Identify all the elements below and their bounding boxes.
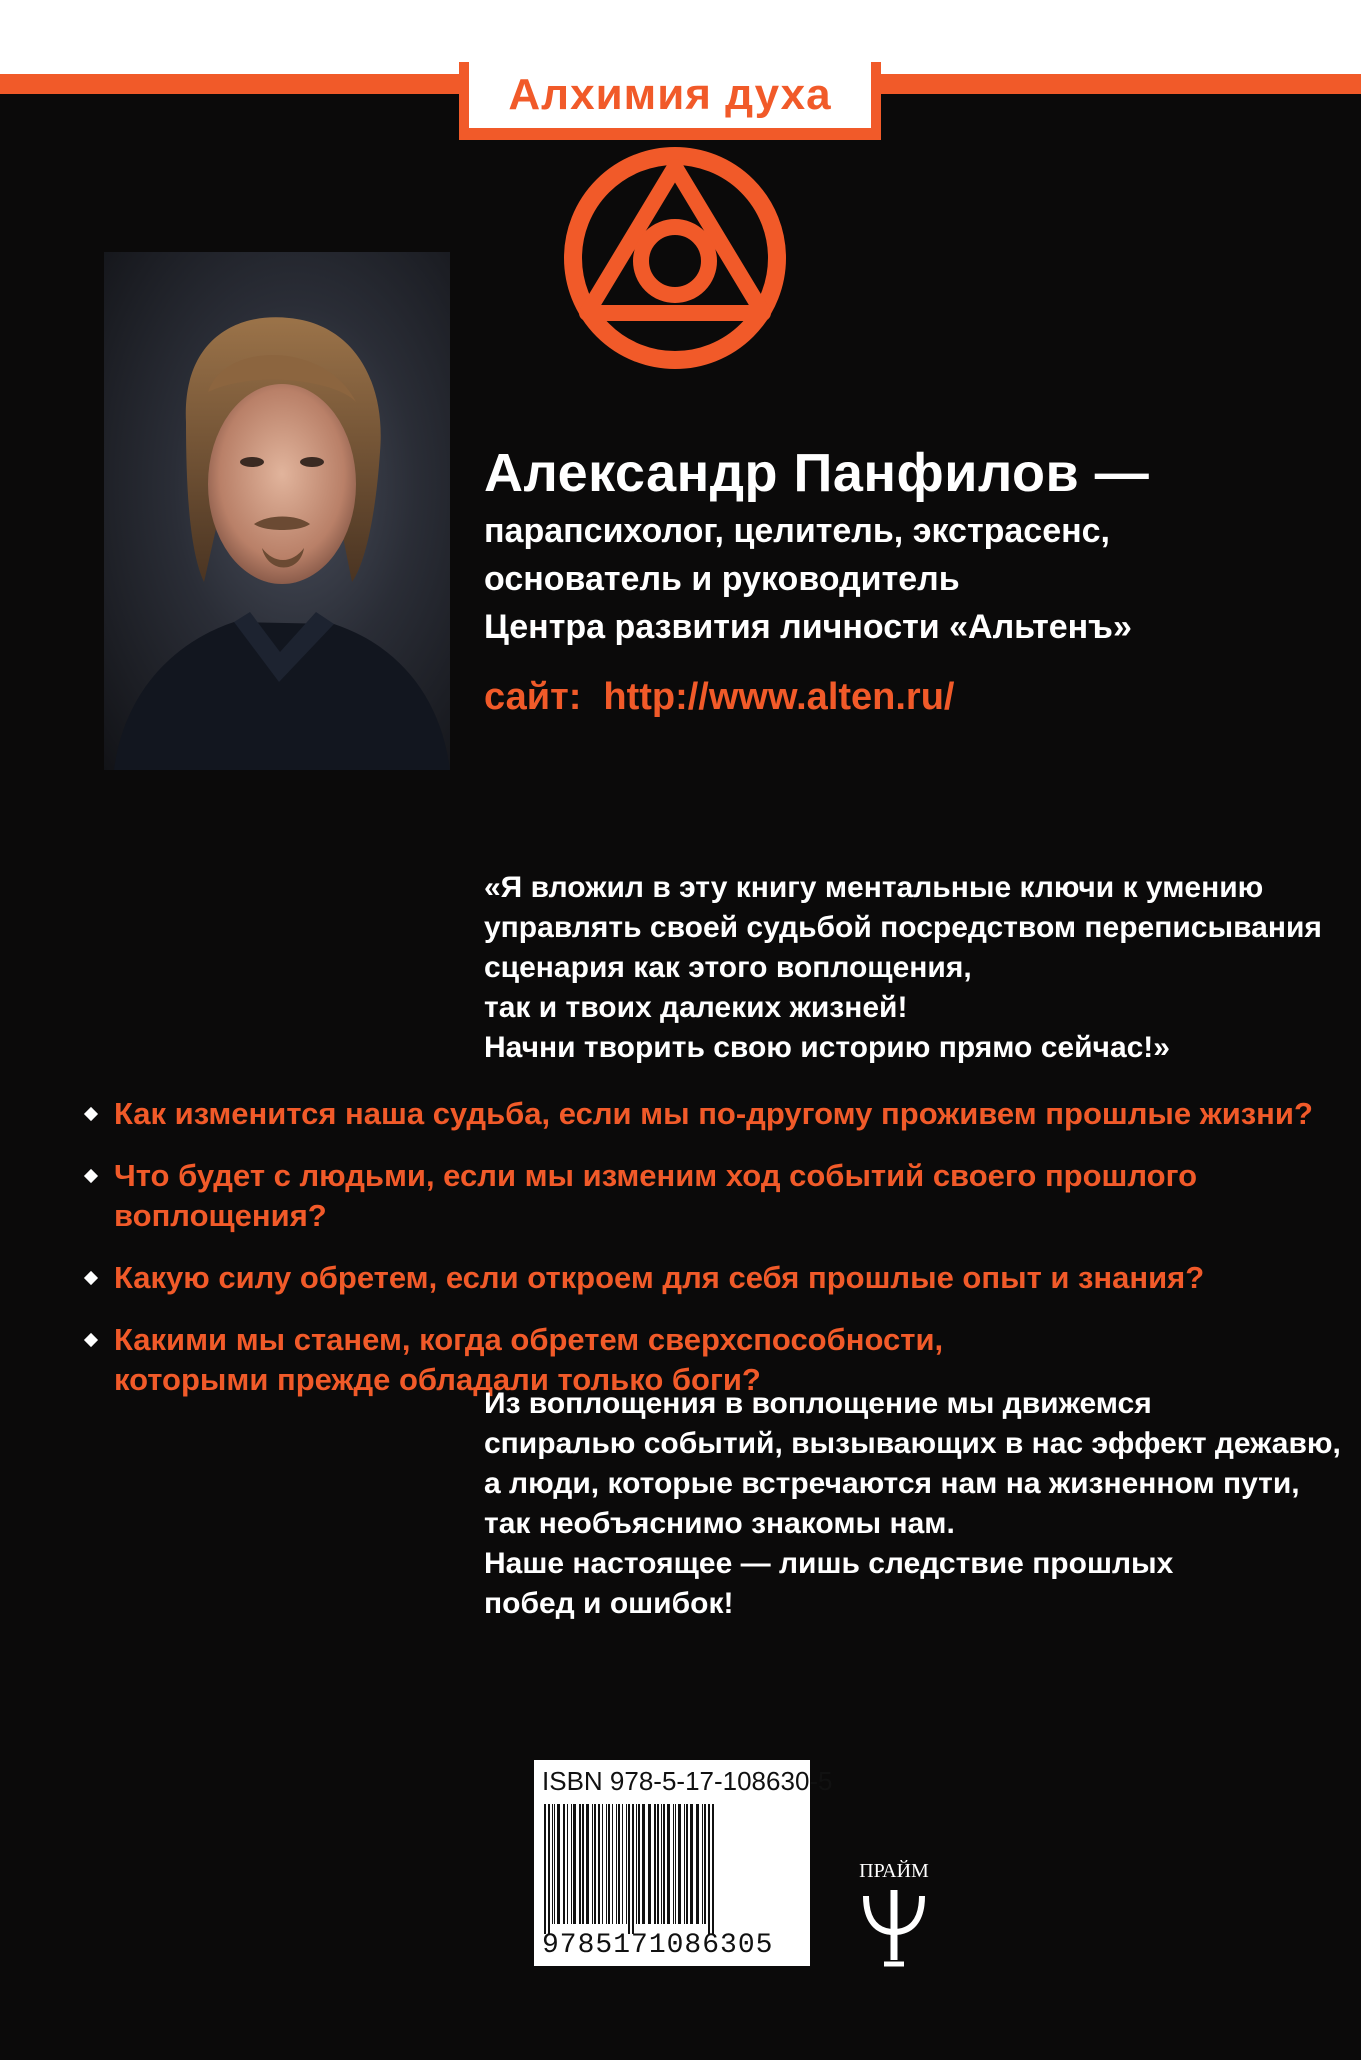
barcode-bar — [626, 1804, 627, 1924]
book-description — [484, 1384, 1341, 1624]
barcode-bar — [628, 1804, 630, 1934]
list-item — [86, 1258, 1346, 1298]
barcode-bar — [642, 1804, 645, 1924]
publisher-logo — [852, 1860, 936, 1970]
barcode-bar — [663, 1804, 665, 1924]
barcode-bars-icon — [542, 1804, 802, 1934]
barcode-bar — [661, 1804, 662, 1924]
barcode-bar — [632, 1804, 634, 1934]
barcode-bar — [612, 1804, 613, 1924]
psi-icon — [860, 1888, 928, 1968]
question-list — [86, 1094, 1346, 1422]
barcode-bar — [552, 1804, 553, 1924]
author-quote — [484, 868, 1322, 1068]
quote-line: «Я вложил в эту книгу ментальные ключи к умению — [484, 871, 1264, 904]
barcode-bar — [567, 1804, 568, 1924]
barcode-bar — [557, 1804, 560, 1924]
barcode-bar — [675, 1804, 676, 1924]
barcode-bar — [598, 1804, 600, 1924]
barcode-bar — [616, 1804, 617, 1924]
barcode-bar — [563, 1804, 565, 1924]
series-title: Алхимия духа — [469, 62, 871, 128]
barcode-bar — [554, 1804, 555, 1924]
barcode-bar — [608, 1804, 610, 1924]
author-title-line: основатель и руководитель — [484, 560, 960, 598]
alchemy-emblem-icon — [560, 143, 790, 373]
description-line: Из воплощения в воплощение мы движемся — [484, 1387, 1152, 1420]
description-line: побед и ошибок! — [484, 1587, 734, 1620]
barcode-bar — [684, 1804, 685, 1924]
question-text: Что будет с людьми, если мы изменим ход событий своего прошлого воплощения? — [114, 1158, 1198, 1233]
author-name: Александр Панфилов — — [484, 443, 1150, 503]
site-link[interactable]: http://www.alten.ru/ — [603, 676, 955, 718]
barcode-bar — [579, 1804, 581, 1924]
barcode-bar — [638, 1804, 640, 1924]
isbn-barcode — [534, 1760, 833, 1966]
barcode-bar — [548, 1804, 550, 1934]
barcode-bar — [582, 1804, 584, 1924]
barcode-bar — [696, 1804, 699, 1924]
author-photo — [104, 252, 450, 770]
series-label-frame — [459, 62, 881, 140]
diamond-bullet-icon — [84, 1169, 98, 1183]
description-line: спиралью событий, вызывающих в нас эффект дежавю, — [484, 1427, 1341, 1460]
author-site — [484, 676, 955, 719]
publisher-name: ПРАЙМ — [859, 1860, 929, 1882]
list-item — [86, 1156, 1346, 1236]
question-text: Как изменится наша судьба, если мы по-другому проживем прошлые жизни? — [114, 1096, 1313, 1131]
quote-line: Начни творить свою историю прямо сейчас!» — [484, 1031, 1170, 1064]
isbn-number: ISBN 978-5-17-108630-5 — [542, 1766, 833, 1796]
description-line: Наше настоящее — лишь следствие прошлых — [484, 1547, 1174, 1580]
barcode-bar — [648, 1804, 651, 1924]
barcode-bar — [678, 1804, 681, 1924]
barcode-bar — [573, 1804, 576, 1924]
barcode-bar — [544, 1804, 546, 1934]
quote-line: сценария как этого воплощения, — [484, 951, 972, 984]
diamond-bullet-icon — [84, 1333, 98, 1347]
barcode-bar — [571, 1804, 572, 1924]
barcode-bar — [673, 1804, 674, 1924]
barcode-bar — [667, 1804, 670, 1924]
diamond-bullet-icon — [84, 1271, 98, 1285]
ean-digits: 9785171086305 — [542, 1930, 774, 1961]
barcode-bar — [586, 1804, 589, 1924]
barcode-bar — [654, 1804, 656, 1924]
barcode-bar — [622, 1804, 623, 1924]
description-line: так необъяснимо знакомы нам. — [484, 1507, 955, 1540]
barcode-bar — [618, 1804, 620, 1924]
question-text: Какую силу обретем, если откроем для себя прошлые опыт и знания? — [114, 1260, 1205, 1295]
site-label: сайт: — [484, 676, 582, 718]
quote-line: так и твоих далеких жизней! — [484, 991, 908, 1024]
barcode-bar — [690, 1804, 693, 1924]
barcode-bar — [708, 1804, 710, 1934]
barcode-bar — [704, 1804, 706, 1924]
barcode-bar — [592, 1804, 593, 1924]
author-title-line: Центра развития личности «Альтенъ» — [484, 608, 1132, 646]
author-title-line: парапсихолог, целитель, экстрасенс, — [484, 512, 1110, 550]
barcode-bar — [702, 1804, 703, 1924]
diamond-bullet-icon — [84, 1107, 98, 1121]
barcode-bar — [594, 1804, 596, 1924]
quote-line: управлять своей судьбой посредством переписывания — [484, 911, 1322, 944]
barcode-bar — [712, 1804, 714, 1934]
barcode-bar — [686, 1804, 688, 1924]
question-text: Какими мы станем, когда обретем сверхспособности, которыми прежде обладали только боги? — [114, 1322, 944, 1397]
barcode-bar — [602, 1804, 603, 1924]
barcode-bar — [606, 1804, 607, 1924]
barcode-bar — [657, 1804, 659, 1924]
list-item — [86, 1094, 1346, 1134]
barcode-bar — [636, 1804, 637, 1924]
description-line: а люди, которые встречаются нам на жизненном пути, — [484, 1467, 1300, 1500]
